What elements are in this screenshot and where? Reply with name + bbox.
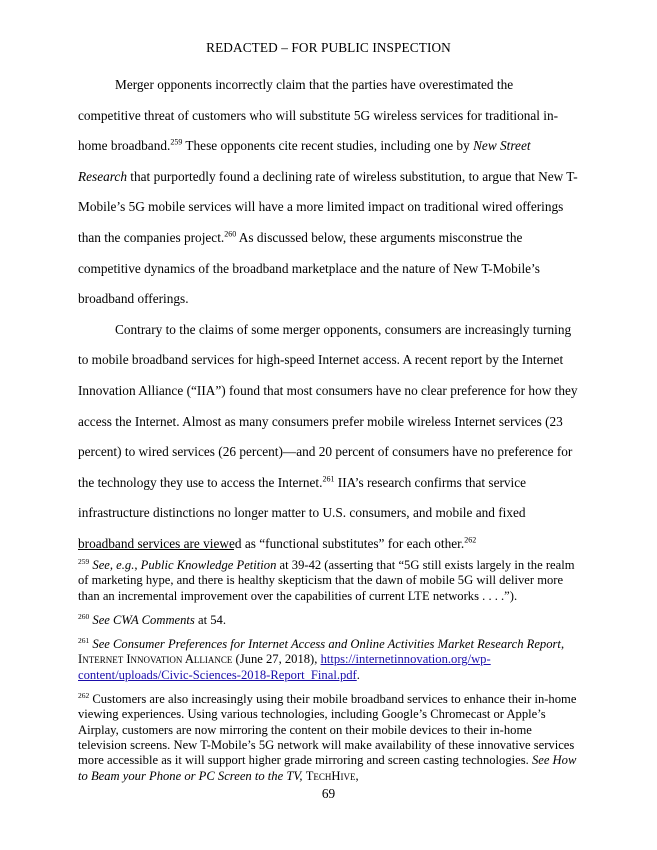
cited-source: See How to Beam your Phone or PC Screen to the TV,	[78, 753, 577, 783]
redaction-header: REDACTED – FOR PUBLIC INSPECTION	[206, 40, 451, 55]
footnote-ref[interactable]: 259	[170, 137, 183, 147]
paragraph-text: As discussed below, these arguments misconstrue the competitive dynamics of the broadband marketplace and the nature of New T-Mobile’s broadband offerings.	[78, 229, 540, 307]
footnote-ref[interactable]: 262	[464, 535, 477, 545]
footnote-text: ,	[560, 637, 565, 652]
footnote-text: ,	[134, 558, 141, 572]
footnote-separator	[78, 549, 234, 550]
paragraph-text: that purportedly found a declining rate of wireless substitution, to argue that New T-Mobile’s 5G mobile services will have a more limited impact on traditional wired offerings than the companies project.	[78, 168, 578, 245]
paragraph-text: IIA’s research confirms that service infrastructure distinctions no longer matter to U.S. consumers, and mobile and fixed broadband services are viewed as “functional substitutes” for each other.	[78, 474, 527, 551]
cited-source: Public Knowledge Petition	[140, 558, 277, 572]
cited-source: New Street Research	[78, 138, 531, 184]
paragraph-text: Contrary to the claims of some merger opponents, consumers are increasingly turning to mobile broadband services for high-speed Internet access. A recent report by the Internet Innovation Alliance (“IIA”) found that most consumers have no clear preference for how they access the Internet. Almost as many consumers prefer mobile wireless Internet services (23 percent) to wired services (26 percent)—and 20 percent of consumers have no preference for the technology they use to access the Internet.	[78, 321, 578, 490]
footnote-262	[78, 692, 578, 784]
cited-source: See CWA Comments	[92, 612, 195, 627]
paragraph-text: Merger opponents incorrectly claim that the parties have overestimated the competitive threat of customers who will substitute 5G wireless services for traditional in-home broadband.	[78, 77, 559, 154]
footnote-text: Customers are also increasingly using their mobile broadband services to enhance their in-home viewing experiences. Using various technologies, including Google’s Chromecast or Apple’s Airplay, customers are now mirroring the content on their mobile devices to their in-home television screens. New T-Mobile’s 5G network will make availability of these innovative services more accessible as it will support higher grade mirroring and screen casting technologies.	[78, 692, 577, 768]
footnote-number: 262	[78, 690, 90, 700]
footnote-text: at 39-42 (asserting that “5G still exists largely in the realm of marketing hype, and there is healthy skepticism that the dawn of mobile 5G will deliver more than an incremental improvement over the capabilities of current LTE networks . . . .”).	[78, 558, 575, 603]
footnote-ref[interactable]: 260	[224, 229, 237, 239]
footnote-259	[78, 558, 578, 604]
report-link[interactable]: https://internetinnovation.org/wp-content/uploads/Civic-Sciences-2018-Report_Final.pdf	[78, 652, 491, 682]
paragraph-2	[78, 315, 578, 560]
paragraph-1	[78, 70, 578, 315]
footnote-261	[78, 637, 578, 683]
body-text	[78, 70, 578, 560]
footnote-number: 261	[78, 636, 90, 645]
footnote-number: 260	[78, 611, 90, 621]
footnote-260	[78, 613, 578, 628]
publisher-name: Internet Innovation Alliance	[78, 652, 233, 667]
paragraph-text: These opponents cite recent studies, including one by	[182, 138, 474, 154]
footnotes	[78, 558, 578, 793]
footnote-text: ,	[355, 768, 359, 783]
publisher-name: TechHive	[305, 768, 356, 783]
footnote-number: 259	[78, 556, 90, 566]
citation-signal: See, e.g.	[92, 558, 135, 572]
footnote-text: (June 27, 2018),	[232, 652, 321, 667]
footnote-text: .	[356, 667, 360, 682]
cited-source: See Consumer Preferences for Internet Access and Online Activities Market Research Report	[92, 637, 561, 652]
page-number: 69	[321, 786, 336, 801]
footnote-ref[interactable]: 261	[322, 474, 335, 484]
footnote-text: at 54.	[194, 612, 226, 627]
